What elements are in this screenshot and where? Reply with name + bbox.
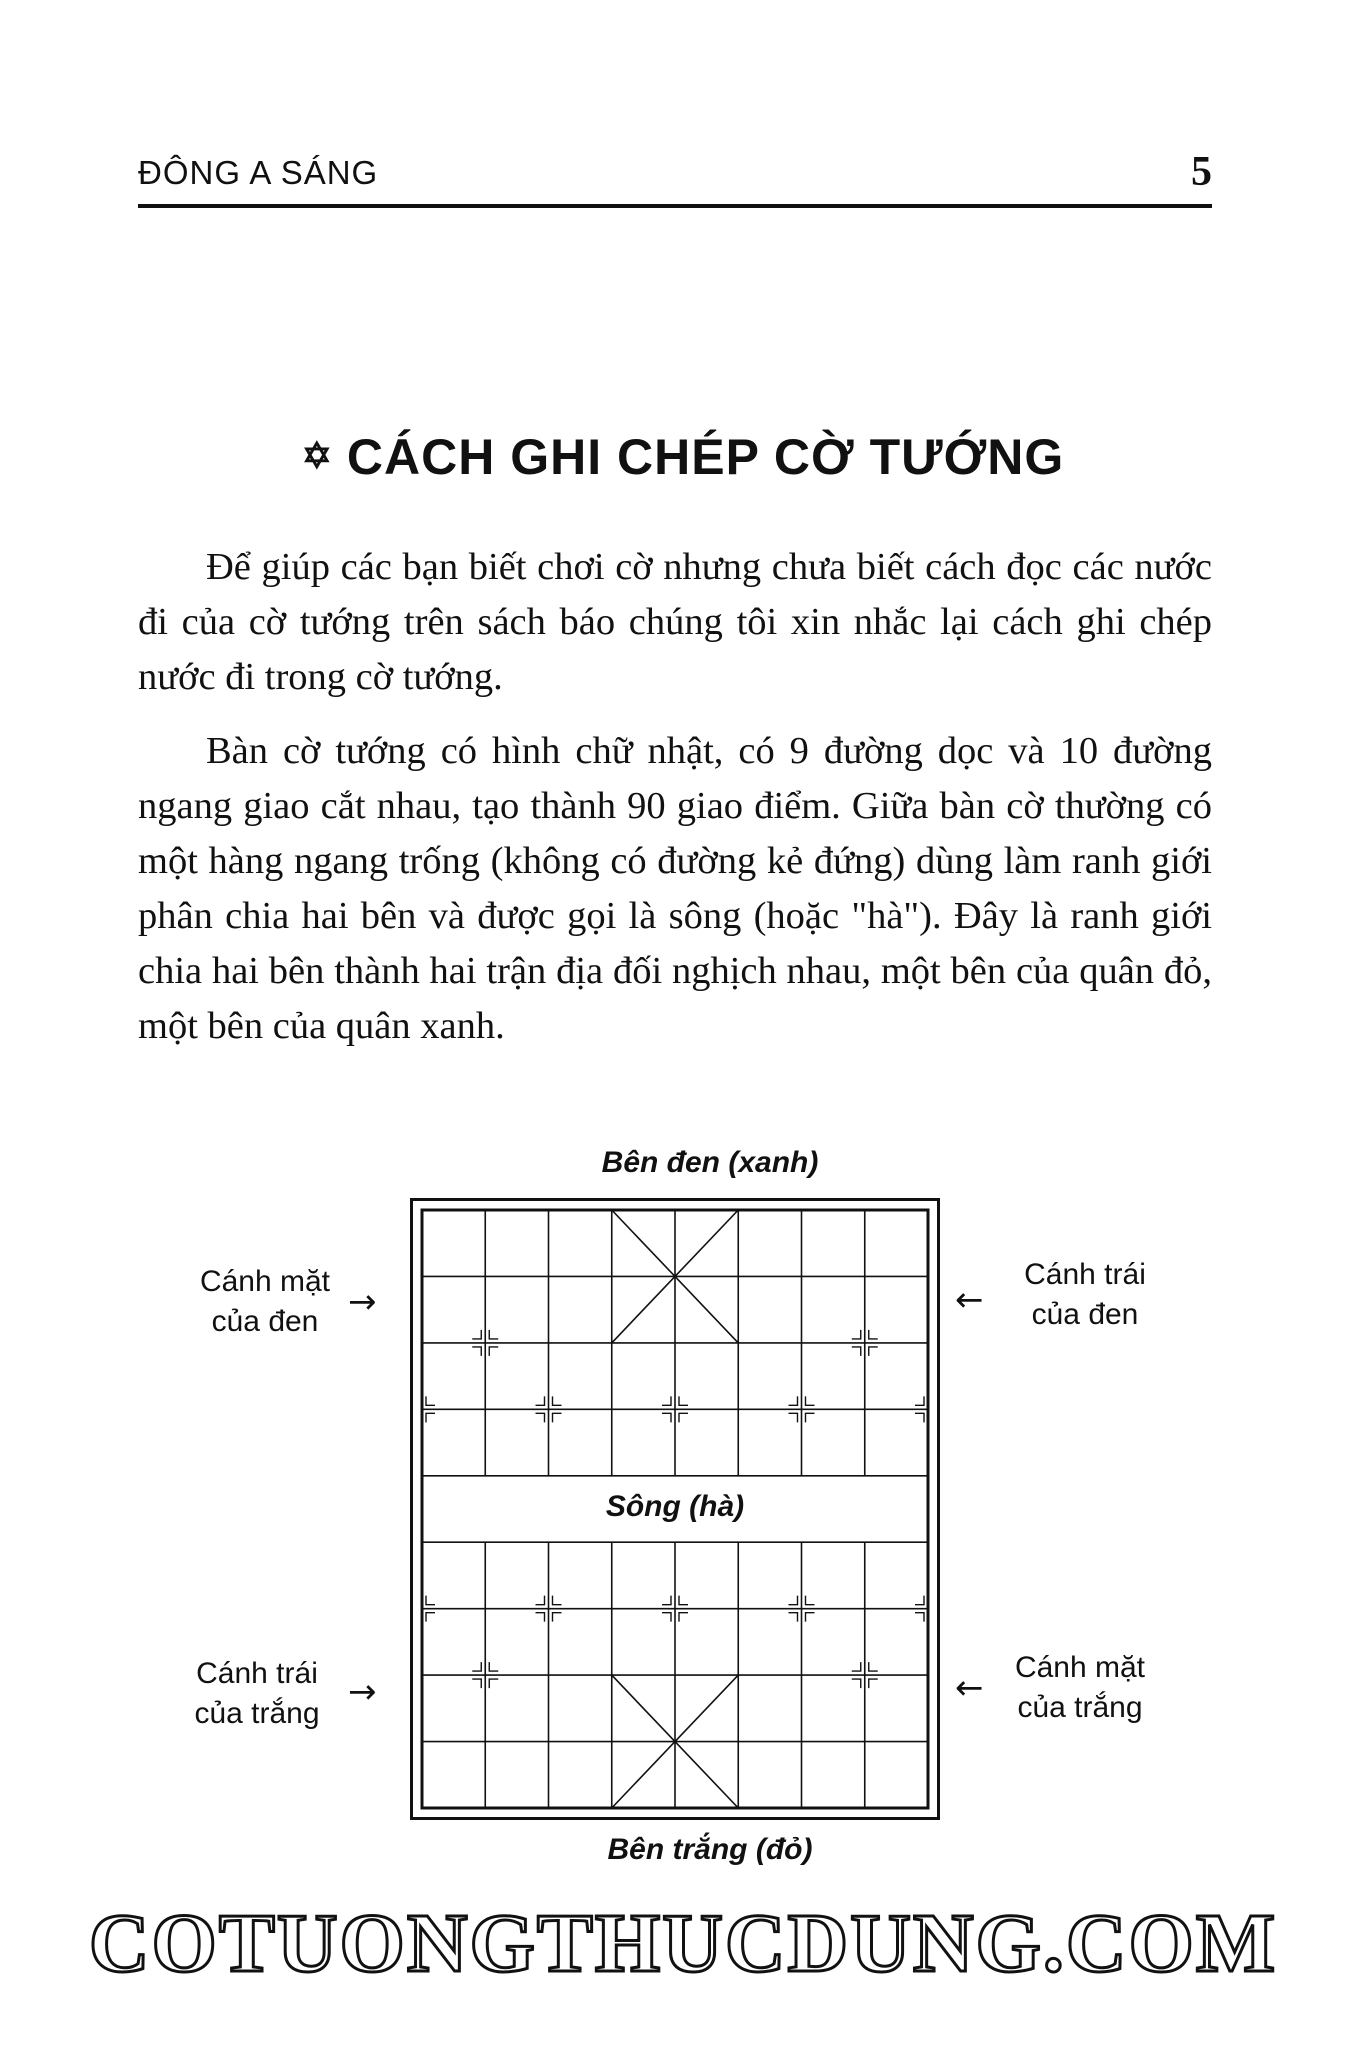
label-left-top-line1: Cánh mặt bbox=[199, 1265, 331, 1298]
position-marker bbox=[852, 1347, 861, 1356]
label-right-bottom-line2: của trắng bbox=[1017, 1691, 1143, 1724]
arrow-right-icon: → bbox=[348, 1282, 377, 1322]
site-watermark: COTUONGTHUCDUNG.COM bbox=[88, 1897, 1278, 1990]
label-left-top bbox=[180, 1262, 350, 1342]
section-title-text: CÁCH GHI CHÉP CỜ TƯỚNG bbox=[346, 429, 1065, 485]
position-marker bbox=[489, 1662, 498, 1671]
position-marker bbox=[426, 1596, 435, 1605]
paragraph-2: Bàn cờ tướng có hình chữ nhật, có 9 đường dọc và 10 đường ngang giao cắt nhau, tạo thành 90 giao điểm. Giữa bàn cờ thường có một hàng ngang trống (không có đường kẻ đứng) dùng làm ranh giới phân chia hai bên và được gọi là sông (hoặc "hà"). Đây là ranh giới chia hai bên thành hai trận địa đối nghịch nhau, một bên của quân đỏ, một bên của quân xanh. bbox=[138, 730, 1212, 1047]
position-marker bbox=[662, 1396, 671, 1405]
position-marker bbox=[679, 1413, 688, 1422]
bottom-caption: Bên trắng (đỏ) bbox=[607, 1833, 813, 1866]
arrow-right-icon: → bbox=[348, 1672, 377, 1712]
position-marker bbox=[806, 1396, 815, 1405]
position-marker bbox=[869, 1347, 878, 1356]
position-marker bbox=[789, 1413, 798, 1422]
position-marker bbox=[915, 1613, 924, 1622]
running-title: ĐÔNG A SÁNG bbox=[138, 154, 379, 191]
position-marker bbox=[806, 1413, 815, 1422]
position-marker bbox=[553, 1396, 562, 1405]
position-marker bbox=[789, 1596, 798, 1605]
river-label: Sông (hà) bbox=[605, 1490, 745, 1523]
position-marker bbox=[789, 1613, 798, 1622]
position-marker bbox=[852, 1330, 861, 1339]
position-marker bbox=[426, 1396, 435, 1405]
position-marker bbox=[915, 1596, 924, 1605]
position-marker bbox=[536, 1413, 545, 1422]
header-rule bbox=[138, 204, 1212, 208]
position-marker bbox=[426, 1613, 435, 1622]
position-marker bbox=[789, 1396, 798, 1405]
position-marker bbox=[426, 1413, 435, 1422]
top-caption: Bên đen (xanh) bbox=[601, 1146, 819, 1179]
section-title bbox=[0, 428, 1366, 486]
position-marker bbox=[553, 1613, 562, 1622]
position-marker bbox=[489, 1347, 498, 1356]
position-marker bbox=[536, 1396, 545, 1405]
arrow-left-icon: ← bbox=[955, 1280, 984, 1320]
position-marker bbox=[679, 1396, 688, 1405]
position-marker bbox=[553, 1413, 562, 1422]
label-left-bottom-line2: của trắng bbox=[194, 1697, 320, 1730]
label-left-bottom-line1: Cánh trái bbox=[196, 1657, 318, 1690]
position-marker bbox=[472, 1330, 481, 1339]
position-marker bbox=[915, 1396, 924, 1405]
arrow-left-icon: ← bbox=[955, 1668, 984, 1708]
position-marker bbox=[852, 1679, 861, 1688]
position-marker bbox=[536, 1613, 545, 1622]
position-marker bbox=[806, 1596, 815, 1605]
position-marker bbox=[806, 1613, 815, 1622]
position-marker bbox=[662, 1596, 671, 1605]
position-marker bbox=[869, 1662, 878, 1671]
position-marker bbox=[489, 1330, 498, 1339]
position-marker bbox=[662, 1613, 671, 1622]
position-marker bbox=[679, 1596, 688, 1605]
position-marker bbox=[553, 1596, 562, 1605]
page-header bbox=[138, 150, 1212, 200]
xiangqi-board bbox=[410, 1198, 940, 1820]
paragraph-1: Để giúp các bạn biết chơi cờ nhưng chưa biết cách đọc các nước đi của cờ tướng trên sách báo chúng tôi xin nhắc lại cách ghi chép nước đi trong cờ tướng. bbox=[138, 546, 1212, 698]
position-marker bbox=[472, 1679, 481, 1688]
position-marker bbox=[679, 1613, 688, 1622]
label-right-top bbox=[1000, 1255, 1170, 1335]
position-marker bbox=[472, 1662, 481, 1671]
label-right-bottom-line1: Cánh mặt bbox=[1014, 1651, 1146, 1684]
label-right-bottom bbox=[995, 1648, 1165, 1728]
star-icon: ✡ bbox=[301, 435, 333, 476]
label-left-bottom bbox=[172, 1654, 342, 1734]
position-marker bbox=[472, 1347, 481, 1356]
position-marker bbox=[852, 1662, 861, 1671]
label-right-top-line2: của đen bbox=[1031, 1298, 1139, 1331]
position-marker bbox=[662, 1413, 671, 1422]
position-marker bbox=[869, 1330, 878, 1339]
position-marker bbox=[536, 1596, 545, 1605]
label-right-top-line1: Cánh trái bbox=[1024, 1258, 1146, 1291]
position-marker bbox=[489, 1679, 498, 1688]
position-marker bbox=[869, 1679, 878, 1688]
position-marker bbox=[915, 1413, 924, 1422]
label-left-top-line2: của đen bbox=[211, 1305, 319, 1338]
page-number: 5 bbox=[1191, 149, 1212, 195]
